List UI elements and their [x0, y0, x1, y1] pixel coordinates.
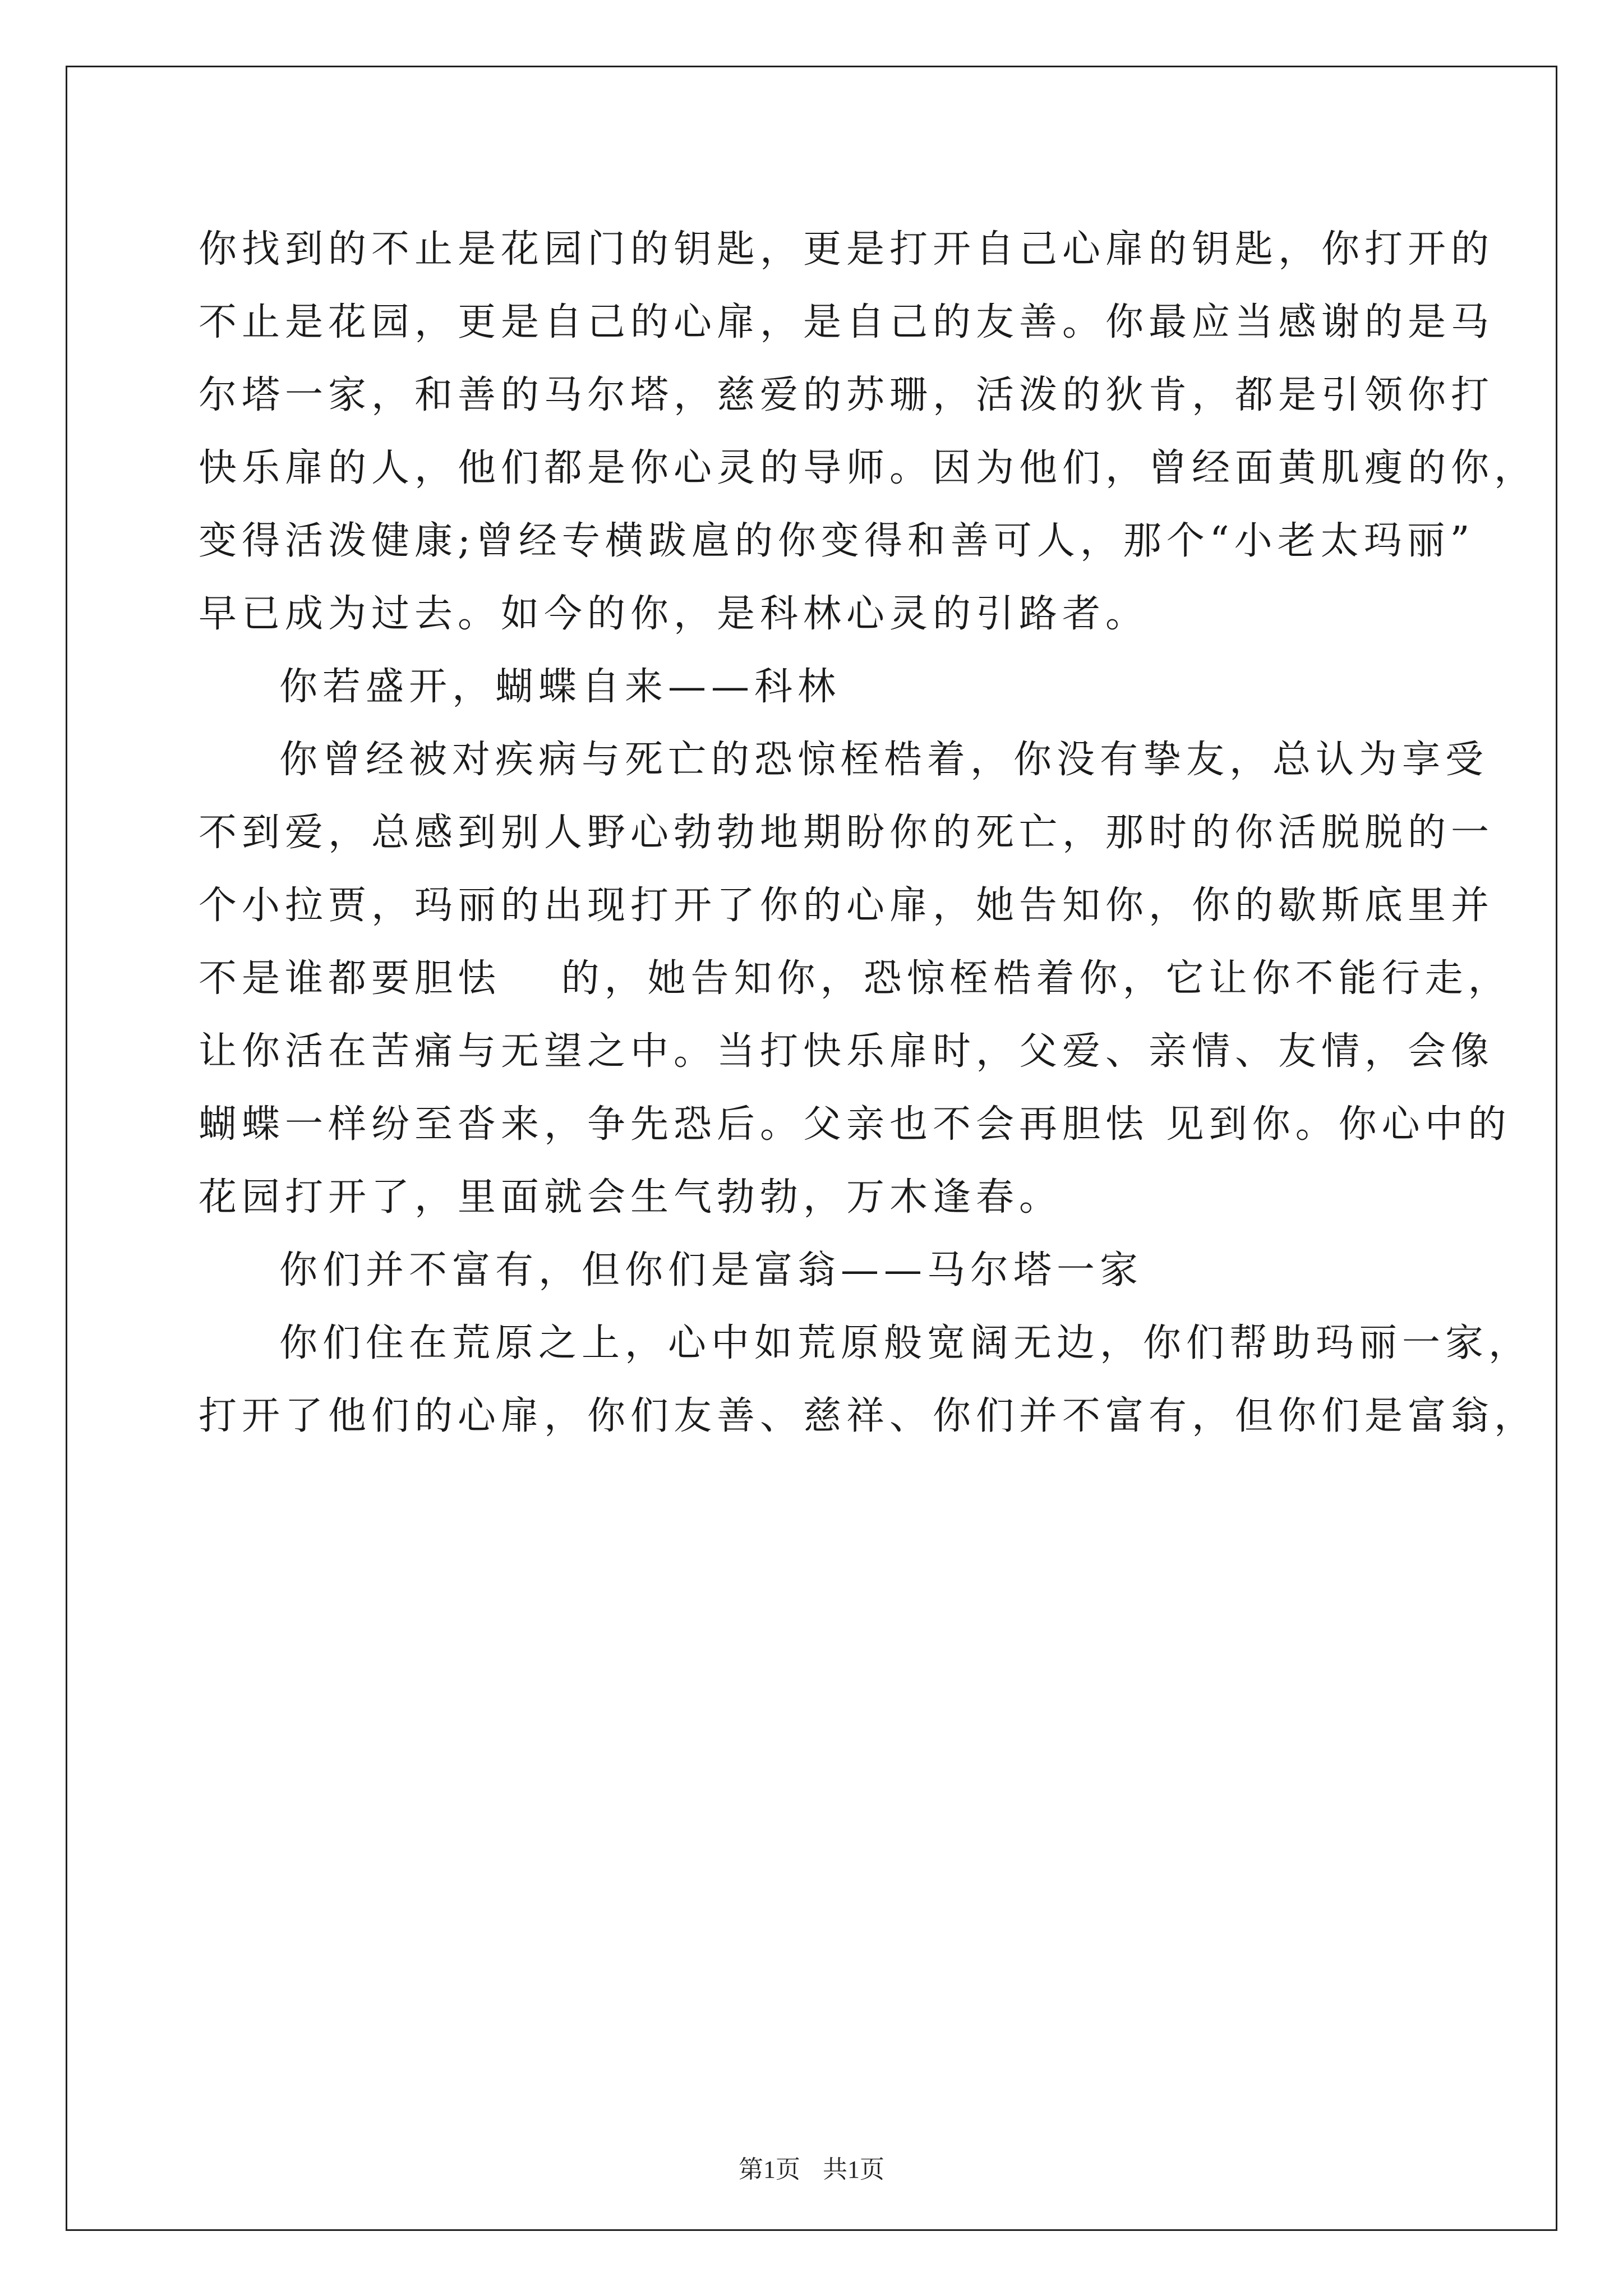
text-line-13: 蝴蝶一样纷至沓来，争先恐后。父亲也不会再胆怯 见到你。你心中的 [199, 1102, 1511, 1147]
text-line-11: 不是谁都要胆怯 的，她告知你，恐惊桎梏着你，它让你不能行走， [199, 956, 1511, 1001]
section-heading-colin: 你若盛开，蝴蝶自来——科林 [279, 665, 841, 709]
text-line-16: 你们住在荒原之上，心中如荒原般宽阔无边，你们帮助玛丽一家， [279, 1321, 1532, 1365]
text-line-6: 早已成为过去。如今的你，是科林心灵的引路者。 [199, 592, 1149, 636]
text-line-17: 打开了他们的心扉，你们友善、慈祥、你们并不富有，但你们是富翁， [199, 1394, 1538, 1438]
text-line-1: 你找到的不止是花园门的钥匙，更是打开自己心扉的钥匙，你打开的 [199, 227, 1495, 272]
text-line-9: 不到爱，总感到别人野心勃勃地期盼你的死亡，那时的你活脱脱的一 [199, 811, 1495, 855]
page-number: 第1页 [739, 2156, 800, 2183]
text-line-5: 变得活泼健康;曾经专横跋扈的你变得和善可人，那个“小老太玛丽” [199, 519, 1475, 563]
text-line-2: 不止是花园，更是自己的心扉，是自己的友善。你最应当感谢的是马 [199, 300, 1495, 344]
text-line-3: 尔塔一家，和善的马尔塔，慈爱的苏珊，活泼的狄肯，都是引领你打 [199, 373, 1495, 417]
page-footer [0, 2154, 1623, 2185]
text-line-8: 你曾经被对疾病与死亡的恐惊桎梏着，你没有挚友，总认为享受 [279, 738, 1489, 782]
text-line-14: 花园打开了，里面就会生气勃勃，万木逢春。 [199, 1175, 1063, 1220]
page-total: 共1页 [823, 2156, 884, 2183]
text-line-4: 快乐扉的人，他们都是你心灵的导师。因为他们，曾经面黄肌瘦的你， [199, 446, 1538, 490]
section-heading-martha-family: 你们并不富有，但你们是富翁——马尔塔一家 [279, 1248, 1144, 1292]
text-line-12: 让你活在苦痛与无望之中。当打快乐扉时，父爱、亲情、友情，会像 [199, 1029, 1495, 1074]
text-line-10: 个小拉贾，玛丽的出现打开了你的心扉，她告知你，你的歇斯底里并 [199, 884, 1495, 928]
